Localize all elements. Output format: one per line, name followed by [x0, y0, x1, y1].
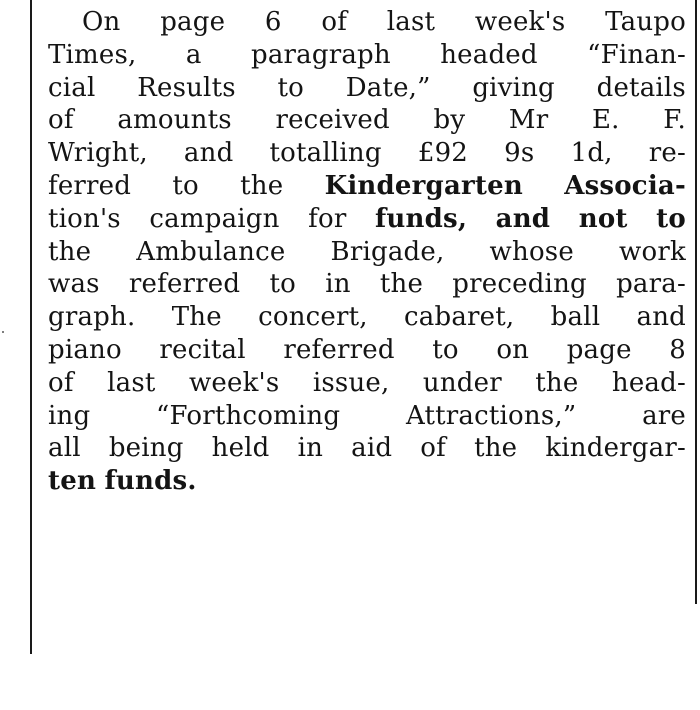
word: recital: [159, 334, 246, 365]
word: Ambulance: [136, 236, 286, 267]
text-line-6: [48, 170, 686, 203]
text-line-12: [48, 367, 686, 400]
text-line-1: [48, 6, 686, 39]
word: a: [185, 39, 202, 70]
word: all: [48, 433, 81, 464]
word: Wright,: [48, 138, 148, 169]
word: details: [596, 72, 686, 103]
word: 6: [264, 7, 282, 37]
word: graph.: [48, 302, 136, 333]
word: head-: [611, 367, 686, 398]
word: paragraph: [251, 39, 391, 70]
text-line-10: [48, 301, 686, 334]
word: headed: [440, 39, 538, 70]
word: campaign: [149, 203, 280, 234]
word: F.: [663, 105, 686, 136]
word: issue,: [312, 367, 390, 398]
word: referred: [283, 334, 395, 365]
word: held: [211, 433, 270, 464]
word: last: [386, 7, 436, 37]
word: referred: [128, 269, 241, 300]
word: to: [432, 334, 459, 365]
word: tion's: [48, 203, 121, 234]
word: to: [269, 269, 296, 300]
word: ing: [48, 400, 91, 431]
word: under: [422, 367, 502, 398]
bold-word: not: [578, 203, 628, 234]
word: Taupo: [605, 7, 686, 37]
word: of: [420, 433, 446, 464]
bold-word: to: [656, 203, 686, 234]
word: week's: [188, 367, 280, 398]
word: are: [642, 400, 686, 431]
text-line-5: [48, 137, 686, 170]
word: “Finan-: [587, 39, 686, 70]
word: for: [308, 203, 347, 234]
text-line-7: [48, 203, 686, 236]
bold-word: Associa-: [564, 170, 686, 201]
word: Results: [137, 72, 236, 103]
word: of: [48, 367, 74, 398]
word: the: [48, 236, 92, 267]
column-rule-left: [30, 0, 32, 654]
word: preceding: [452, 269, 587, 300]
text-line-9: [48, 268, 686, 301]
bold-word: funds,: [375, 203, 468, 234]
word: amounts: [117, 105, 232, 136]
word: in: [297, 433, 324, 464]
word: of: [48, 105, 74, 136]
word: kindergar-: [545, 433, 686, 464]
word: last: [107, 367, 156, 398]
word: Date,”: [345, 72, 431, 103]
word: £92: [417, 138, 469, 169]
text-line-4: [48, 104, 686, 137]
text-line-11: [48, 334, 686, 367]
word: to: [172, 170, 199, 201]
word: totalling: [269, 138, 382, 169]
word: ferred: [48, 170, 132, 201]
word: Mr: [508, 105, 549, 136]
bold-word: Kindergarten: [324, 170, 523, 201]
word: week's: [474, 7, 566, 37]
bold-word: and: [495, 203, 551, 234]
article-paragraph: [48, 6, 686, 498]
word: concert,: [258, 302, 368, 333]
word: was: [48, 269, 100, 300]
word: 1d,: [570, 138, 613, 169]
word: by: [433, 105, 466, 136]
print-speck: [2, 331, 4, 333]
word: re-: [648, 138, 686, 169]
word: page: [160, 7, 226, 37]
bold-word: funds.: [104, 466, 197, 497]
word: on: [496, 334, 530, 365]
text-line-15: [48, 465, 686, 498]
word: whose: [489, 236, 574, 267]
word: E.: [591, 105, 620, 136]
word: piano: [48, 334, 122, 365]
word: Attractions,”: [405, 400, 577, 431]
word: The: [171, 302, 222, 333]
word: work: [619, 236, 686, 267]
word: ball: [550, 302, 601, 333]
column-rule-right: [695, 0, 697, 604]
word: Times,: [48, 39, 137, 70]
word: and: [183, 138, 234, 169]
bold-word: ten: [48, 466, 97, 497]
word: page: [566, 334, 632, 365]
word: 9s: [504, 138, 535, 169]
text-line-3: [48, 72, 686, 105]
text-line-14: [48, 432, 686, 465]
word: aid: [351, 433, 393, 464]
word: cial: [48, 72, 96, 103]
text-line-8: [48, 236, 686, 269]
word: the: [474, 433, 518, 464]
word: and: [636, 302, 686, 333]
word: in: [325, 269, 351, 300]
word: received: [275, 105, 390, 136]
word: 8: [669, 334, 686, 365]
word: On: [82, 7, 121, 37]
word: giving: [472, 72, 555, 103]
word: para-: [616, 269, 686, 300]
word: the: [379, 269, 424, 300]
word: to: [277, 72, 304, 103]
word: the: [240, 170, 284, 201]
text-line-13: [48, 400, 686, 433]
text-line-2: [48, 39, 686, 72]
word: cabaret,: [404, 302, 515, 333]
word: being: [108, 433, 184, 464]
word: “Forthcoming: [156, 400, 341, 431]
word: of: [321, 7, 348, 37]
word: Brigade,: [330, 236, 445, 267]
word: the: [535, 367, 579, 398]
